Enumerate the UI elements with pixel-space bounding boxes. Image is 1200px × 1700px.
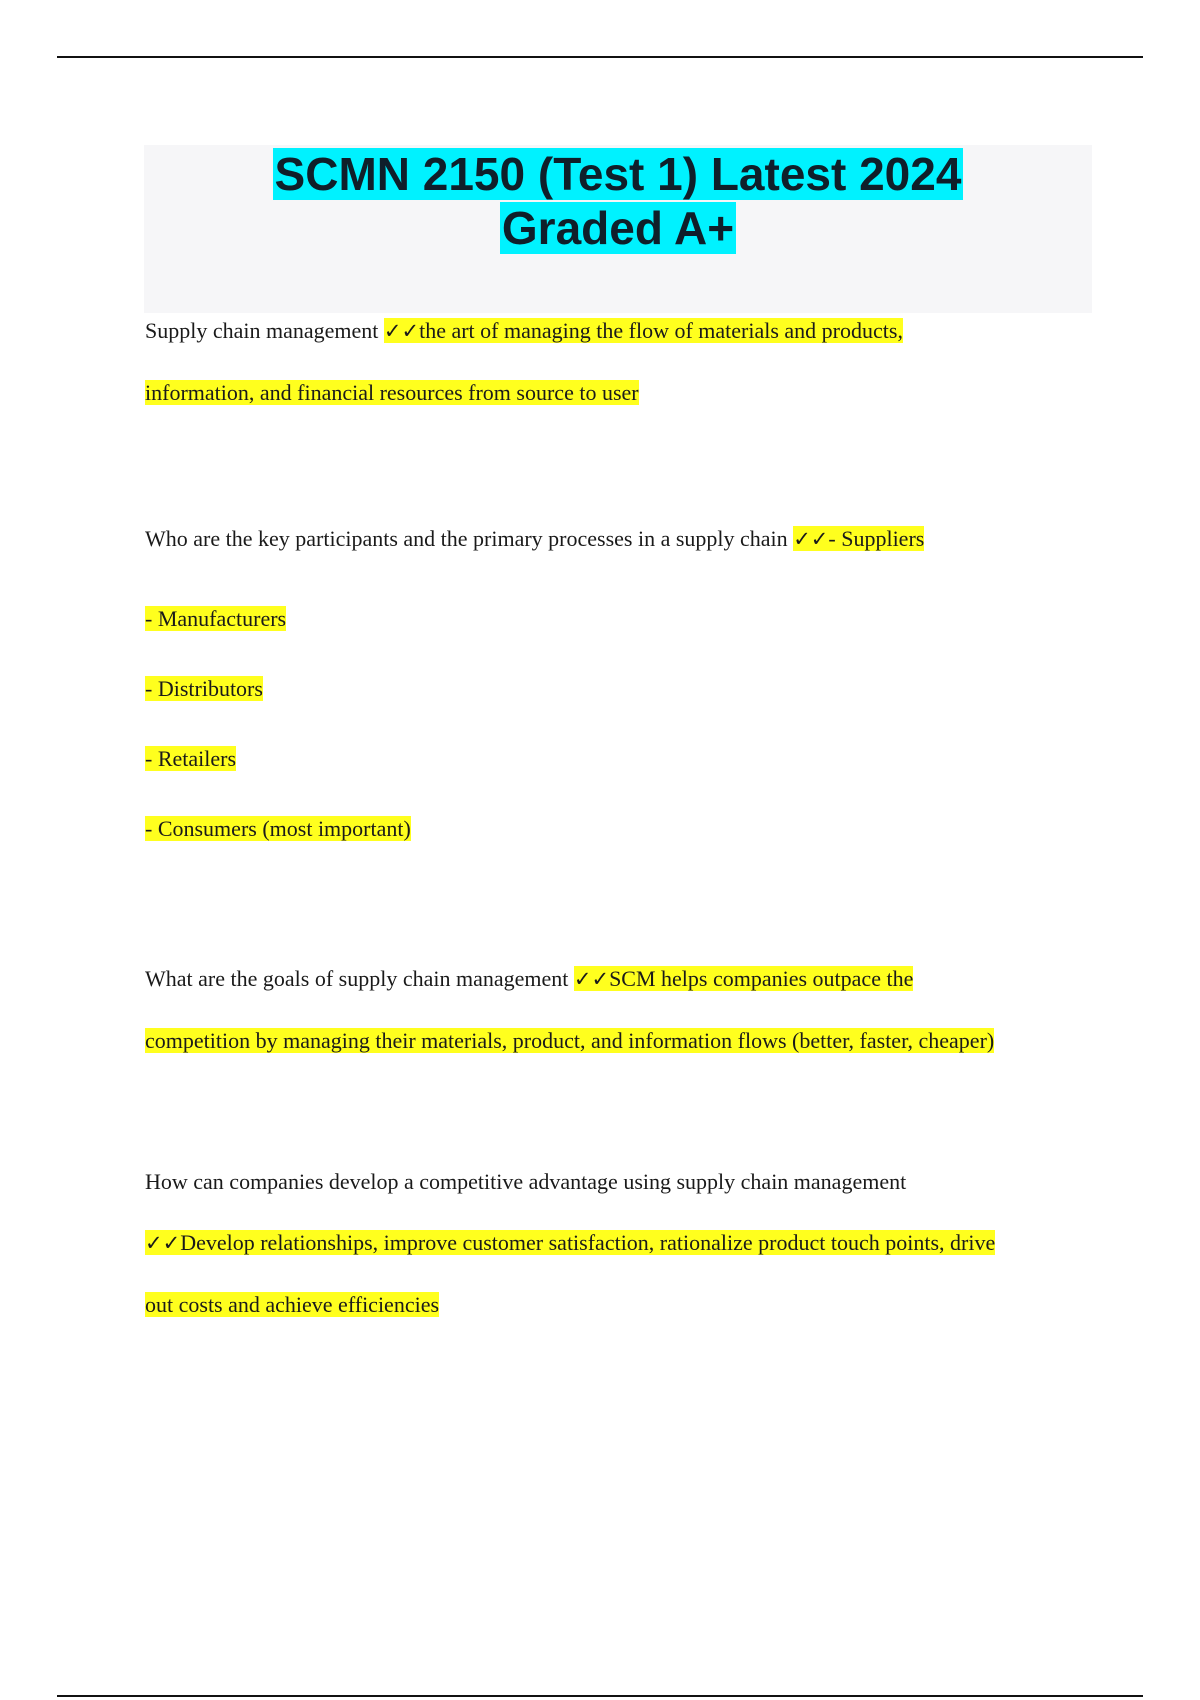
qa-item-1	[145, 300, 1085, 423]
list-item: - Distributors	[145, 676, 263, 701]
document-title-line-2: Graded A+	[501, 202, 735, 254]
qa-3-answer-part-2: competition by managing their materials, product, and information flows (better, faster, cheaper)	[145, 1028, 995, 1053]
double-check-icon: ✓✓	[383, 319, 420, 343]
double-check-icon: ✓✓	[573, 967, 610, 991]
qa-2-answer-part-1: - Suppliers	[828, 526, 925, 551]
qa-3-question: What are the goals of supply chain management	[145, 966, 574, 991]
qa-2-question: Who are the key participants and the primary processes in a supply chain	[145, 526, 794, 551]
qa-4-line-3	[145, 1274, 1085, 1335]
list-item: - Consumers (most important)	[145, 816, 411, 841]
qa-1-question: Supply chain management	[145, 318, 384, 343]
qa-1-answer-part-1: the art of managing the flow of materials and products,	[419, 318, 903, 343]
qa-2-list	[145, 584, 1085, 864]
qa-1-answer-part-2: information, and financial resources from source to user	[145, 380, 639, 405]
list-item: - Manufacturers	[145, 606, 287, 631]
qa-1-line-2	[145, 362, 1085, 423]
document-title-line-1: SCMN 2150 (Test 1) Latest 2024	[274, 148, 962, 200]
qa-4-line-2	[145, 1212, 1085, 1274]
qa-item-2	[145, 508, 1085, 570]
bottom-rule	[57, 1695, 1143, 1697]
qa-2-line-1	[145, 508, 1085, 570]
top-rule	[57, 56, 1143, 58]
qa-3-answer-part-1: SCM helps companies outpace the	[609, 966, 914, 991]
qa-4-answer-part-2: out costs and achieve efficiencies	[145, 1292, 440, 1317]
list-item: - Retailers	[145, 746, 237, 771]
qa-3-line-2	[145, 1010, 1085, 1071]
qa-item-4	[145, 1151, 1085, 1335]
title-block	[144, 145, 1092, 313]
qa-4-question: How can companies develop a competitive advantage using supply chain management	[145, 1169, 907, 1194]
qa-4-answer-part-1: Develop relationships, improve customer satisfaction, rationalize product touch points, drive	[180, 1230, 996, 1255]
qa-1-line-1	[145, 300, 1085, 362]
double-check-icon: ✓✓	[145, 1231, 181, 1255]
double-check-icon: ✓✓	[793, 527, 829, 551]
qa-item-3	[145, 948, 1085, 1071]
qa-3-line-1	[145, 948, 1085, 1010]
